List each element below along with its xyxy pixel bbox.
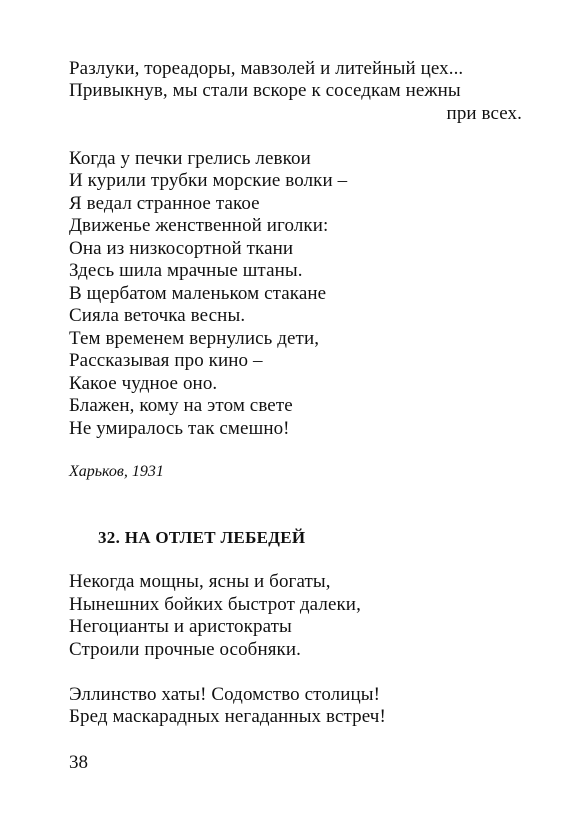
page-number: 38 (69, 752, 88, 773)
poem-line: Эллинство хаты! Содомство столицы! (69, 684, 381, 705)
poem-line: Движенье женственной иголки: (69, 215, 329, 236)
place-date: Харьков, 1931 (69, 463, 164, 480)
poem-line: Не умиралось так смешно! (69, 418, 290, 439)
poem-line: Разлуки, тореадоры, мавзолей и литейный цех... (69, 58, 464, 79)
poem-line: Блажен, кому на этом свете (69, 395, 293, 416)
poem-line: Здесь шила мрачные штаны. (69, 260, 303, 281)
poem-line: Нынешних бойких быстрот далеки, (69, 594, 361, 615)
poem-line: И курили трубки морские волки – (69, 170, 348, 191)
poem-line: Некогда мощны, ясны и богаты, (69, 571, 331, 592)
poem-line: В щербатом маленьком стакане (69, 283, 327, 304)
poem-line: Какое чудное оно. (69, 373, 218, 394)
poem-line: Сияла веточка весны. (69, 305, 246, 326)
poem-line: Бред маскарадных негаданных встреч! (69, 706, 386, 727)
poem-line: Негоцианты и аристократы (69, 616, 292, 637)
poem-line: Тем временем вернулись дети, (69, 328, 320, 349)
poem-line: Рассказывая про кино – (69, 350, 263, 371)
poem-line: при всех. (446, 103, 522, 124)
poem-line: Я ведал странное такое (69, 193, 260, 214)
poem-title: 32. НА ОТЛЕТ ЛЕБЕДЕЙ (98, 528, 306, 547)
poem-line: Строили прочные особняки. (69, 639, 302, 660)
poem-line: Привыкнув, мы стали вскоре к соседкам нежны (69, 80, 461, 101)
poem-line: Она из низкосортной ткани (69, 238, 294, 259)
poem-line: Когда у печки грелись левкои (69, 148, 311, 169)
